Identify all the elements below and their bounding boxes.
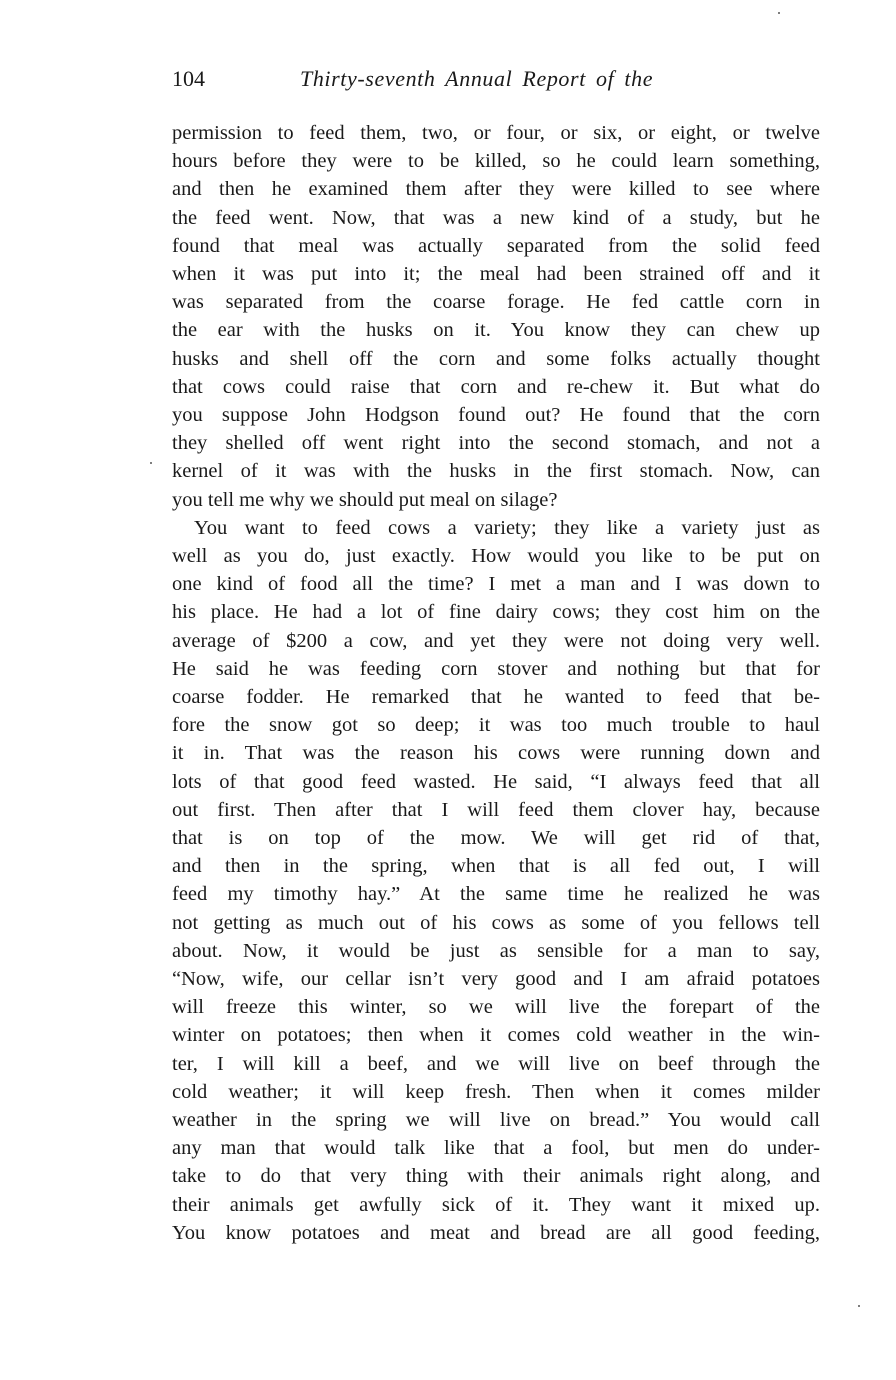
page-header: [172, 66, 822, 98]
text-line: when it was put into it; the meal had been strained off and it: [172, 263, 820, 285]
text-line: feed my timothy hay.” At the same time he realized he was: [172, 883, 820, 905]
text-line: his place. He had a lot of fine dairy cows; they cost him on the: [172, 601, 820, 623]
text-line: hours before they were to be killed, so he could learn something,: [172, 150, 820, 172]
text-line: ter, I will kill a beef, and we will live on beef through the: [172, 1053, 820, 1075]
text-line: that is on top of the mow. We will get rid of that,: [172, 827, 820, 849]
text-line: He said he was feeding corn stover and nothing but that for: [172, 658, 820, 680]
text-line: “Now, wife, our cellar isn’t very good and I am afraid potatoes: [172, 968, 820, 990]
text-line: any man that would talk like that a fool, but men do under-: [172, 1137, 820, 1159]
text-line: You know potatoes and meat and bread are all good feeding,: [172, 1222, 820, 1244]
text-line: you tell me why we should put meal on silage?: [172, 489, 558, 511]
text-line: coarse fodder. He remarked that he wanted to feed that be-: [172, 686, 820, 708]
text-line: one kind of food all the time? I met a man and I was down to: [172, 573, 820, 595]
text-line: permission to feed them, two, or four, or six, or eight, or twelve: [172, 122, 820, 144]
scan-speck: [858, 1305, 860, 1307]
text-line: it in. That was the reason his cows were running down and: [172, 742, 820, 764]
text-line: out first. Then after that I will feed them clover hay, because: [172, 799, 820, 821]
text-line: well as you do, just exactly. How would you like to be put on: [172, 545, 820, 567]
text-line: the feed went. Now, that was a new kind of a study, but he: [172, 207, 820, 229]
text-line: You want to feed cows a variety; they like a variety just as: [194, 517, 820, 539]
text-line: found that meal was actually separated from the solid feed: [172, 235, 820, 257]
text-line: cold weather; it will keep fresh. Then when it comes milder: [172, 1081, 820, 1103]
text-line: their animals get awfully sick of it. They want it mixed up.: [172, 1194, 820, 1216]
running-title: Thirty-seventh Annual Report of the: [300, 66, 654, 91]
text-line: and then in the spring, when that is all fed out, I will: [172, 855, 820, 877]
text-line: husks and shell off the corn and some folks actually thought: [172, 348, 820, 370]
text-line: fore the snow got so deep; it was too much trouble to haul: [172, 714, 820, 736]
text-line: they shelled off went right into the second stomach, and not a: [172, 432, 820, 454]
text-line: not getting as much out of his cows as some of you fellows tell: [172, 912, 820, 934]
text-line: that cows could raise that corn and re-chew it. But what do: [172, 376, 820, 398]
page-number: 104: [172, 66, 205, 91]
text-line: lots of that good feed wasted. He said, “I always feed that all: [172, 771, 820, 793]
text-line: average of $200 a cow, and yet they were not doing very well.: [172, 630, 820, 652]
text-line: was separated from the coarse forage. He fed cattle corn in: [172, 291, 820, 313]
scan-speck: [778, 12, 780, 14]
text-line: kernel of it was with the husks in the first stomach. Now, can: [172, 460, 820, 482]
text-line: the ear with the husks on it. You know they can chew up: [172, 319, 820, 341]
text-line: and then he examined them after they were killed to see where: [172, 178, 820, 200]
scan-speck: [150, 462, 152, 464]
text-line: winter on potatoes; then when it comes cold weather in the win-: [172, 1024, 820, 1046]
text-line: will freeze this winter, so we will live the forepart of the: [172, 996, 820, 1018]
text-line: take to do that very thing with their animals right along, and: [172, 1165, 820, 1187]
text-line: you suppose John Hodgson found out? He found that the corn: [172, 404, 820, 426]
text-line: about. Now, it would be just as sensible for a man to say,: [172, 940, 820, 962]
text-line: weather in the spring we will live on bread.” You would call: [172, 1109, 820, 1131]
